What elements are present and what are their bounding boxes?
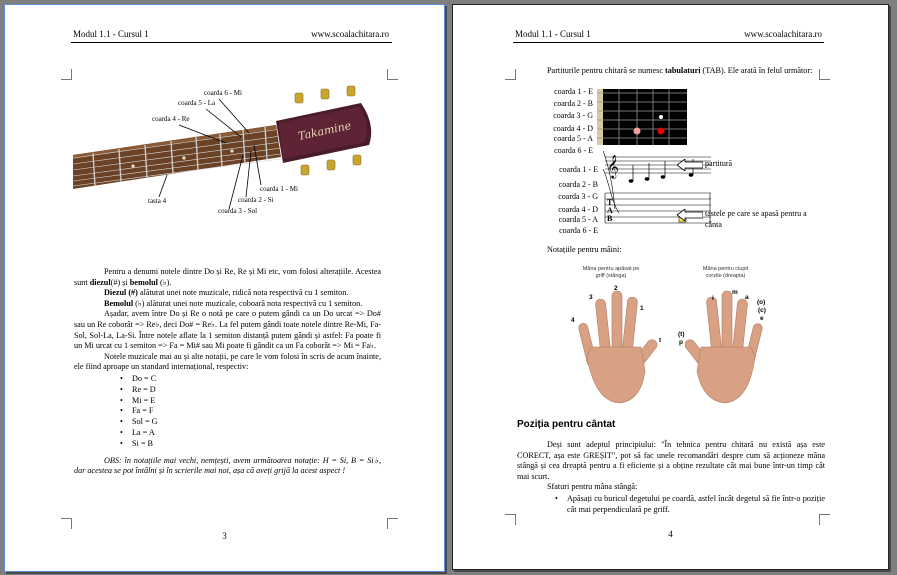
svg-text:𝄞: 𝄞 — [607, 154, 619, 178]
arrow-label-partitura: partitură — [705, 159, 733, 168]
string-label-bottom: coarda 6 - E — [559, 226, 598, 235]
label-coarda-1: coarda 1 - Mi — [260, 185, 298, 193]
finger-label: 3 — [589, 294, 593, 301]
corner-mark — [819, 514, 830, 525]
header-right: www.scoalachitara.ro — [744, 29, 822, 39]
header-left: Modul 1.1 - Cursul 1 — [515, 29, 591, 39]
header-rule — [513, 42, 824, 43]
right-hand-caption: Mâna pentru ciupit corzile (dreapta) — [702, 266, 749, 279]
list-item: • Do = C — [132, 374, 381, 385]
corner-mark — [505, 69, 516, 80]
hands-title: Notațiile pentru mâini: — [547, 245, 622, 254]
arrow-left-icon — [677, 209, 703, 221]
body-text — [74, 267, 381, 477]
corner-mark — [505, 514, 516, 525]
header-right: www.scoalachitara.ro — [311, 29, 389, 39]
page-number: 3 — [222, 531, 227, 541]
header-left: Modul 1.1 - Cursul 1 — [73, 29, 149, 39]
label-coarda-6: coarda 6 - Mi — [204, 89, 242, 97]
string-label-bottom: coarda 5 - A — [558, 215, 598, 224]
left-hand-image — [567, 285, 667, 405]
section-body — [517, 440, 825, 516]
page-number: 4 — [668, 529, 673, 539]
arrow-label-taste: tastele pe care se apasă pentru a cânta — [705, 209, 807, 229]
finger-label: t — [659, 337, 662, 344]
paragraph-asadar: Așadar, avem între Do și Re o notă pe care o putem gândi ca un Do urcat => Do# sau un Re coborât => Re♭, deci Do# = Re♭. La fel putem gândi toate notele dintre Re-Mi, Fa-Sol, Sol-La, La-Si. Între notele aflate la 1 semiton distanță putem gândi și astfel: Fa poate fi un Mi urcat cu 1 semiton => Fa = Mi# sau Mi poate fi gândit ca un Fa coborât => Mi = Fa♭. — [74, 309, 381, 351]
page-4[interactable] — [452, 4, 889, 570]
string-label-top: coarda 4 - D — [553, 124, 593, 133]
finger-label: e — [760, 315, 764, 322]
label-coarda-3: coarda 3 - Sol — [218, 207, 258, 215]
list-item: • Sol = G — [132, 417, 381, 428]
corner-mark — [387, 69, 398, 80]
list-item: • Re = D — [132, 385, 381, 396]
string-label-top: coarda 6 - E — [554, 146, 593, 155]
finger-label: (t) — [678, 331, 685, 338]
label-coarda-4: coarda 4 - Re — [152, 115, 190, 123]
paragraph-sfaturi: Sfaturi pentru mâna stângă: — [547, 482, 638, 492]
tab-intro: Partiturile pentru chitară se numesc tabulaturi (TAB). Ele arată în felul următor: — [547, 66, 813, 75]
list-item: • Apăsați cu buricul degetului pe coardă, astfel încât degetul să fie într-o poziție cât mai perpendiculară pe griff. — [567, 494, 825, 516]
string-label-top: coarda 1 - E — [554, 87, 593, 96]
paragraph-principiu: Deși sunt adeptul principiului: "În tehnica pentru chitară nu există așa este CORECT, așa este GREȘIT", pot să fac unele recomandări despre cum să acționeze mâna stângă și cea dreaptă pentru a fi eficiente și a obține rezultate cât mai bune într-un timp cât mai scurt. — [517, 440, 825, 481]
string-label-bottom: coarda 2 - B — [558, 180, 598, 189]
right-hand-image — [685, 285, 785, 405]
tips-list — [517, 494, 825, 516]
corner-mark — [387, 518, 398, 529]
finger-label: i — [712, 295, 714, 302]
tab-letter-a: A — [607, 206, 613, 215]
list-item: • Mi = E — [132, 396, 381, 407]
label-tasta-4: tasta 4 — [148, 197, 167, 205]
tab-letter-b: B — [607, 214, 613, 223]
finger-label: 4 — [571, 317, 575, 324]
paragraph-notatii: Notele muzicale mai au și alte notații, pe care le vom folosi în scris de acum înainte, ele fiind aproape un standard internațional, respectiv: — [74, 351, 381, 372]
string-label-top: coarda 5 - A — [553, 134, 593, 143]
string-label-bottom: coarda 4 - D — [558, 205, 598, 214]
list-item: • La = A — [132, 428, 381, 439]
left-hand-caption: Mâna pentru apăsat pe griff (stânga) — [582, 266, 640, 279]
brand-logo: Takamine — [296, 119, 353, 143]
label-coarda-2: coarda 2 - Si — [238, 196, 274, 204]
finger-label: a — [745, 294, 749, 301]
section-heading: Poziția pentru cântat — [517, 419, 616, 430]
paragraph-alteratii: Pentru a denumi notele dintre Do și Re, Re și Mi etc, vom folosi alterațiile. Acestea sunt diezul(#) și bemolul (♭). — [74, 267, 381, 287]
paragraph-bemol: Bemolul (♭) alăturat unei note muzicale, coboară nota respectivă cu 1 semiton. — [104, 298, 363, 308]
guitar-neck-illustration — [71, 85, 381, 220]
label-coarda-5: coarda 5 - La — [178, 99, 216, 107]
string-label-bottom: coarda 1 - E — [559, 165, 598, 174]
fretboard-diagram — [597, 89, 687, 149]
finger-label: p — [679, 339, 683, 346]
string-label-bottom: coarda 3 - G — [558, 192, 598, 201]
string-label-top: coarda 3 - G — [553, 111, 593, 120]
finger-label: m — [732, 289, 738, 296]
tab-letter-t: T — [607, 198, 613, 207]
finger-label: (o) — [757, 299, 766, 306]
paragraph-obs: OBS: în notațiile mai vechi, nemțești, avem următoarea notație: H = Si, B = Si♭, dar acestea se pot întâlni și în scrierile mai noi, așa că aveți grijă la acest aspect ! — [74, 455, 381, 476]
finger-label: 1 — [640, 305, 644, 312]
string-label-top: coarda 2 - B — [553, 99, 593, 108]
corner-mark — [61, 518, 72, 529]
finger-label: (c) — [758, 307, 766, 314]
arrow-left-icon — [677, 159, 703, 171]
paragraph-diez: Diezul (#) alăturat unei note muzicale, ridică nota respectivă cu 1 semiton. — [104, 288, 349, 298]
notes-list — [74, 374, 381, 450]
list-item: • Fa = F — [132, 406, 381, 417]
list-item: • Si = B — [132, 439, 381, 450]
page-3[interactable] — [4, 4, 445, 572]
finger-label: 2 — [614, 285, 618, 292]
header-rule — [71, 42, 392, 43]
corner-mark — [61, 69, 72, 80]
